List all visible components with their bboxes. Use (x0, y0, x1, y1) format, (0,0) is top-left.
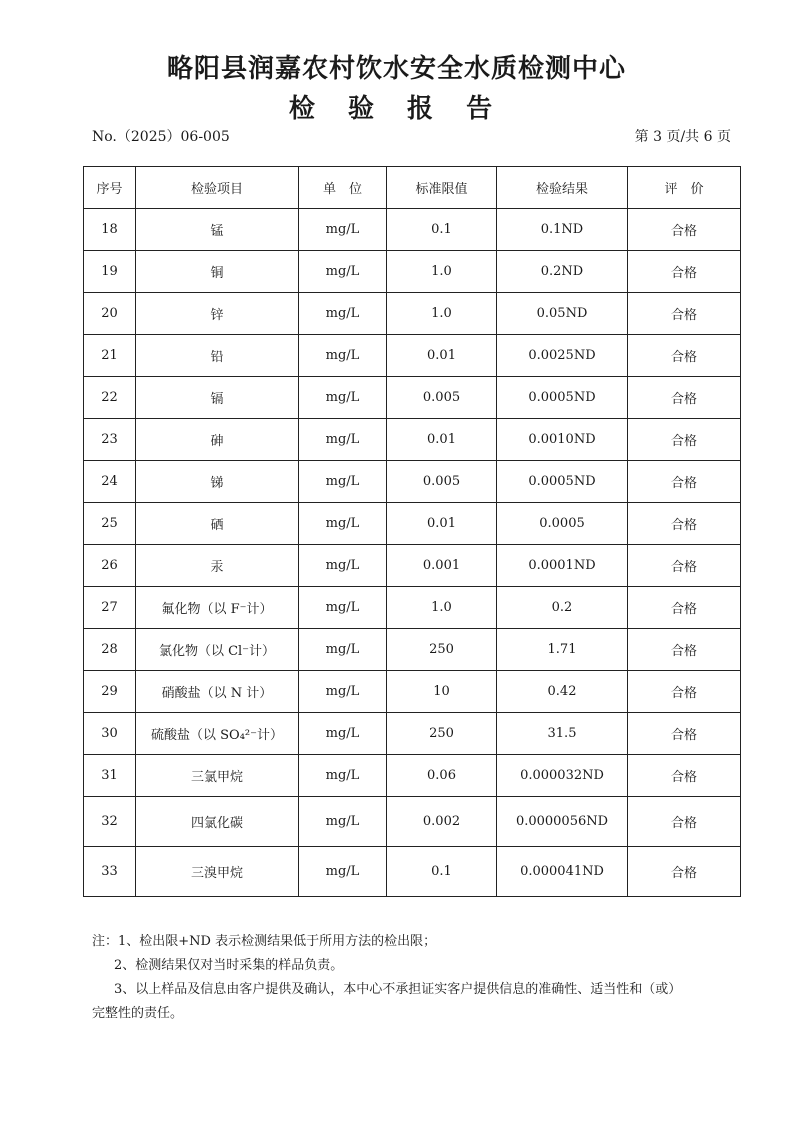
unit-cell: mg/L (299, 209, 387, 251)
standard-limit-cell: 0.005 (387, 377, 497, 419)
standard-limit-cell: 0.1 (387, 209, 497, 251)
footnote-line: 2、检测结果仅对当时采集的样品负责。 (114, 958, 344, 973)
report-org-title: 略阳县润嘉农村饮水安全水质检测中心 (166, 54, 626, 84)
table-row (84, 755, 741, 797)
evaluation-cell: 合格 (628, 377, 741, 419)
test-item-cell: 锌 (136, 293, 299, 335)
test-result-cell: 0.0005ND (497, 461, 628, 503)
test-item-cell: 铜 (136, 251, 299, 293)
footnote-line: 完整性的责任。 (92, 1006, 184, 1021)
standard-limit-cell: 0.01 (387, 419, 497, 461)
unit-cell: mg/L (299, 335, 387, 377)
table-row (84, 713, 741, 755)
standard-limit-cell: 1.0 (387, 587, 497, 629)
test-result-cell: 0.0001ND (497, 545, 628, 587)
test-result-cell: 0.000032ND (497, 755, 628, 797)
test-result-cell: 0.0005 (497, 503, 628, 545)
table-row (84, 587, 741, 629)
standard-limit-cell: 0.005 (387, 461, 497, 503)
evaluation-cell: 合格 (628, 797, 741, 847)
row-number-cell: 21 (84, 335, 136, 377)
test-result-cell: 0.2ND (497, 251, 628, 293)
table-row (84, 419, 741, 461)
test-item-cell: 锰 (136, 209, 299, 251)
test-item-cell: 汞 (136, 545, 299, 587)
unit-cell: mg/L (299, 251, 387, 293)
standard-limit-cell: 10 (387, 671, 497, 713)
test-item-cell: 三氯甲烷 (136, 755, 299, 797)
standard-limit-cell: 1.0 (387, 251, 497, 293)
test-result-cell: 0.0010ND (497, 419, 628, 461)
column-header-result: 检验结果 (497, 167, 628, 209)
row-number-cell: 29 (84, 671, 136, 713)
standard-limit-cell: 0.01 (387, 335, 497, 377)
unit-cell: mg/L (299, 461, 387, 503)
table-row (84, 629, 741, 671)
standard-limit-cell: 0.06 (387, 755, 497, 797)
test-result-cell: 0.0000056ND (497, 797, 628, 847)
footnote-line: 注：1、检出限+ND 表示检测结果低于所用方法的检出限； (92, 934, 437, 949)
test-result-cell: 1.71 (497, 629, 628, 671)
standard-limit-cell: 0.01 (387, 503, 497, 545)
test-result-cell: 0.0025ND (497, 335, 628, 377)
row-number-cell: 23 (84, 419, 136, 461)
row-number-cell: 18 (84, 209, 136, 251)
test-item-cell: 锑 (136, 461, 299, 503)
table-row (84, 847, 741, 897)
standard-limit-cell: 1.0 (387, 293, 497, 335)
test-item-cell: 砷 (136, 419, 299, 461)
test-item-cell: 氟化物（以 F⁻计） (136, 587, 299, 629)
table-row (84, 461, 741, 503)
column-header-evaluation: 评 价 (628, 167, 741, 209)
evaluation-cell: 合格 (628, 293, 741, 335)
row-number-cell: 24 (84, 461, 136, 503)
test-item-cell: 四氯化碳 (136, 797, 299, 847)
unit-cell: mg/L (299, 587, 387, 629)
row-number-cell: 30 (84, 713, 136, 755)
standard-limit-cell: 250 (387, 629, 497, 671)
row-number-cell: 28 (84, 629, 136, 671)
test-item-cell: 硫酸盐（以 SO₄²⁻计） (136, 713, 299, 755)
test-result-cell: 0.0005ND (497, 377, 628, 419)
row-number-cell: 31 (84, 755, 136, 797)
table-body (84, 209, 741, 897)
unit-cell: mg/L (299, 419, 387, 461)
test-result-cell: 0.2 (497, 587, 628, 629)
test-result-cell: 0.000041ND (497, 847, 628, 897)
evaluation-cell: 合格 (628, 503, 741, 545)
table-row (84, 209, 741, 251)
evaluation-cell: 合格 (628, 419, 741, 461)
unit-cell: mg/L (299, 545, 387, 587)
row-number-cell: 32 (84, 797, 136, 847)
test-result-cell: 0.42 (497, 671, 628, 713)
evaluation-cell: 合格 (628, 461, 741, 503)
footnote-line: 3、以上样品及信息由客户提供及确认，本中心不承担证实客户提供信息的准确性、适当性和（或） (114, 982, 682, 997)
unit-cell: mg/L (299, 503, 387, 545)
report-title: 检 验 报 告 (288, 94, 505, 124)
row-number-cell: 22 (84, 377, 136, 419)
row-number-cell: 19 (84, 251, 136, 293)
test-item-cell: 三溴甲烷 (136, 847, 299, 897)
table-row (84, 671, 741, 713)
test-item-cell: 硒 (136, 503, 299, 545)
unit-cell: mg/L (299, 847, 387, 897)
column-header-limit: 标准限值 (387, 167, 497, 209)
test-item-cell: 硝酸盐（以 N 计） (136, 671, 299, 713)
unit-cell: mg/L (299, 713, 387, 755)
standard-limit-cell: 0.001 (387, 545, 497, 587)
table-row (84, 797, 741, 847)
test-result-cell: 31.5 (497, 713, 628, 755)
test-item-cell: 氯化物（以 Cl⁻计） (136, 629, 299, 671)
row-number-cell: 26 (84, 545, 136, 587)
footnotes (92, 930, 732, 1026)
row-number-cell: 33 (84, 847, 136, 897)
page-indicator: 第 3 页/共 6 页 (634, 129, 731, 145)
column-header-item: 检验项目 (136, 167, 299, 209)
column-header-no: 序号 (84, 167, 136, 209)
test-item-cell: 铅 (136, 335, 299, 377)
evaluation-cell: 合格 (628, 545, 741, 587)
row-number-cell: 27 (84, 587, 136, 629)
column-header-unit: 单 位 (299, 167, 387, 209)
row-number-cell: 20 (84, 293, 136, 335)
test-result-cell: 0.1ND (497, 209, 628, 251)
standard-limit-cell: 0.1 (387, 847, 497, 897)
test-item-cell: 镉 (136, 377, 299, 419)
table-row (84, 503, 741, 545)
unit-cell: mg/L (299, 377, 387, 419)
unit-cell: mg/L (299, 797, 387, 847)
document-number: No.（2025）06-005 (92, 129, 230, 145)
evaluation-cell: 合格 (628, 755, 741, 797)
table-row (84, 335, 741, 377)
row-number-cell: 25 (84, 503, 136, 545)
unit-cell: mg/L (299, 293, 387, 335)
evaluation-cell: 合格 (628, 629, 741, 671)
evaluation-cell: 合格 (628, 251, 741, 293)
standard-limit-cell: 0.002 (387, 797, 497, 847)
table-row (84, 545, 741, 587)
unit-cell: mg/L (299, 629, 387, 671)
unit-cell: mg/L (299, 755, 387, 797)
table-header-row (84, 167, 741, 209)
test-result-cell: 0.05ND (497, 293, 628, 335)
evaluation-cell: 合格 (628, 713, 741, 755)
evaluation-cell: 合格 (628, 209, 741, 251)
table-row (84, 377, 741, 419)
table-row (84, 293, 741, 335)
evaluation-cell: 合格 (628, 335, 741, 377)
standard-limit-cell: 250 (387, 713, 497, 755)
evaluation-cell: 合格 (628, 847, 741, 897)
results-table (83, 166, 741, 897)
evaluation-cell: 合格 (628, 587, 741, 629)
evaluation-cell: 合格 (628, 671, 741, 713)
unit-cell: mg/L (299, 671, 387, 713)
table-row (84, 251, 741, 293)
